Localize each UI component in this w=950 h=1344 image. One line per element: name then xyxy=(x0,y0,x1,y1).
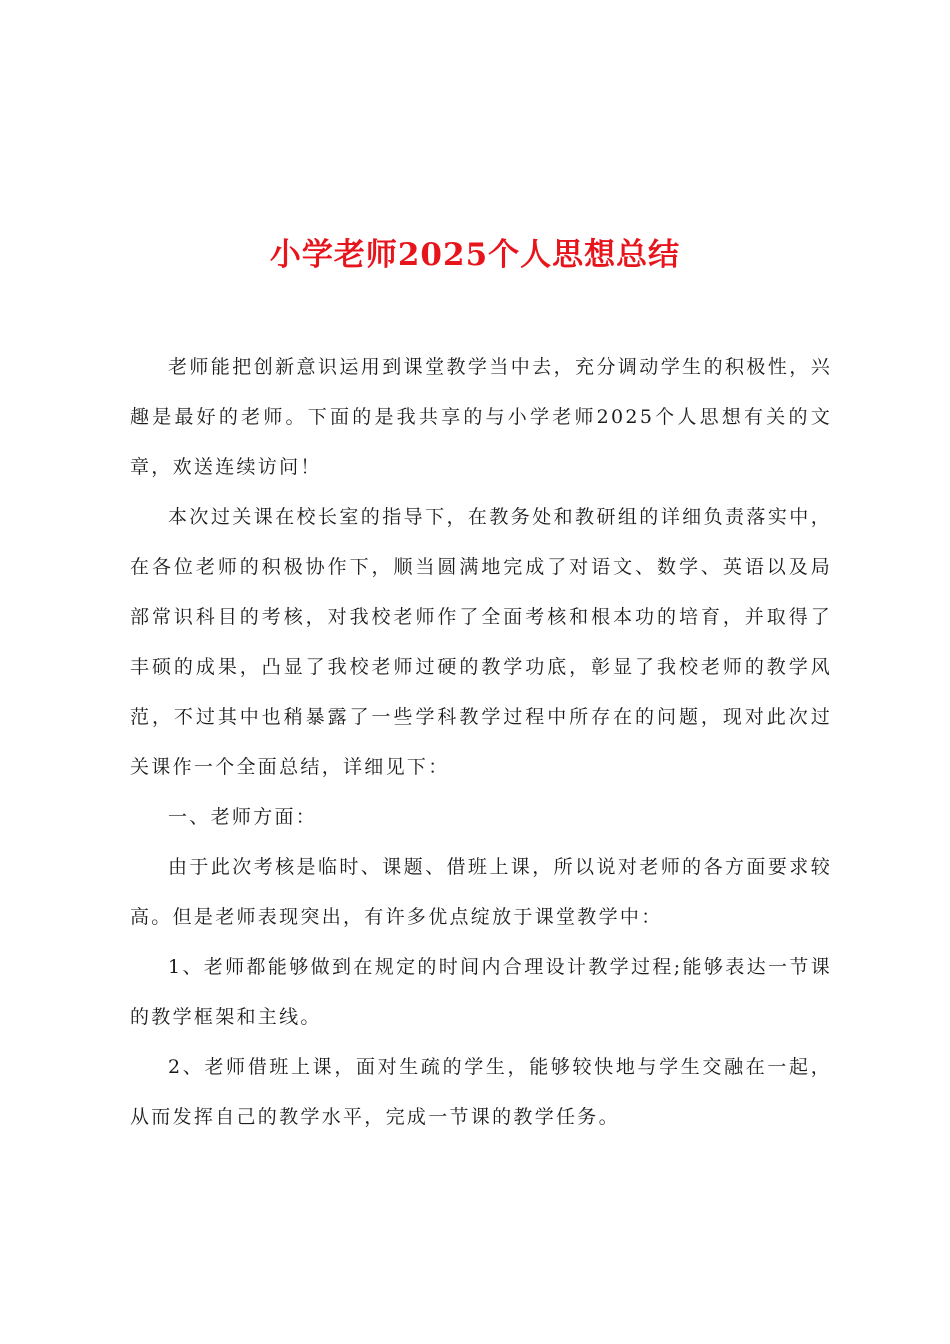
list-item-1: 1、老师都能够做到在规定的时间内合理设计教学过程;能够表达一节课的教学框架和主线。 xyxy=(130,956,832,1028)
paragraph-requirements: 由于此次考核是临时、课题、借班上课，所以说对老师的各方面要求较高。但是老师表现突出，有许多优点绽放于课堂教学中： xyxy=(130,856,832,928)
section-heading-teachers: 一、老师方面： xyxy=(168,806,318,828)
list-item-2: 2、老师借班上课，面对生疏的学生，能够较快地与学生交融在一起，从而发挥自己的教学水平，完成一节课的教学任务。 xyxy=(130,1056,832,1128)
paragraph-summary: 本次过关课在校长室的指导下，在教务处和教研组的详细负责落实中，在各位老师的积极协作下，顺当圆满地完成了对语文、数学、英语以及局部常识科目的考核，对我校老师作了全面考核和根本功的培育，并取得了丰硕的成果，凸显了我校老师过硬的教学功底，彰显了我校老师的教学风范，不过其中也稍暴露了一些学科教学过程中所存在的问题，现对此次过关课作一个全面总结，详细见下： xyxy=(130,506,832,778)
paragraph-intro: 老师能把创新意识运用到课堂教学当中去，充分调动学生的积极性，兴趣是最好的老师。下面的是我共享的与小学老师2025个人思想有关的文章，欢送连续访问！ xyxy=(130,356,832,478)
document-body xyxy=(130,342,832,1142)
document-title: 小学老师2025个人思想总结 xyxy=(269,236,681,273)
